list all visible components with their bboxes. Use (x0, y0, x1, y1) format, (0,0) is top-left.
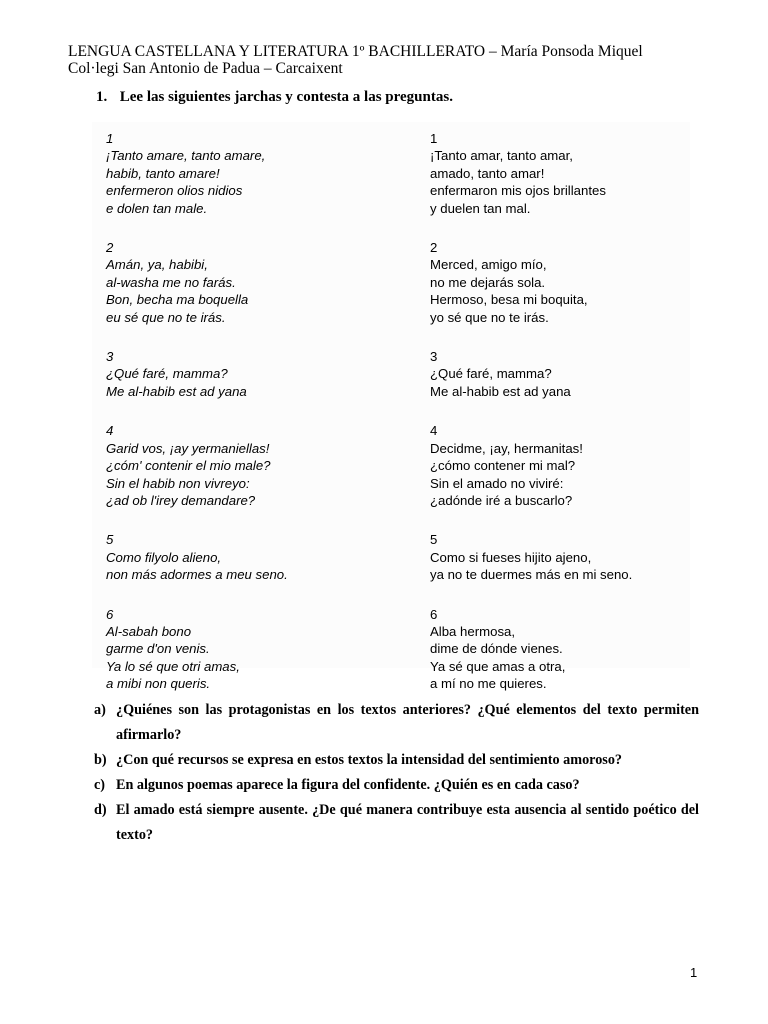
poem-number: 3 (430, 349, 438, 365)
poem-line: a mí no me quieres. (430, 676, 547, 692)
translation-poem-6 (430, 606, 720, 693)
translation-poem-1 (430, 130, 720, 217)
subquestion-label: b) (94, 752, 107, 768)
original-poem-4 (106, 422, 396, 509)
poem-line: e dolen tan male. (106, 200, 208, 216)
poem-line: ¿adónde iré a buscarlo? (430, 492, 573, 508)
poem-number: 3 (106, 349, 114, 365)
poem-line: habib, tanto amare! (106, 165, 220, 181)
subquestion-a (94, 698, 699, 748)
poem-line: ¿ad ob l'irey demandare? (106, 492, 256, 508)
poem-line: a mibi non queris. (106, 676, 211, 692)
poem-line: Sin el amado no viviré: (430, 475, 564, 491)
original-poem-2 (106, 239, 396, 326)
poem-number: 6 (106, 606, 114, 622)
translation-poem-3 (430, 348, 720, 400)
poem-number: 4 (106, 423, 114, 439)
poem-line: Alba hermosa, (430, 623, 516, 639)
poem-line: enfermaron mis ojos brillantes (430, 183, 606, 199)
question-title: Lee las siguientes jarchas y contesta a las preguntas. (119, 89, 453, 105)
translation-poem-4 (430, 422, 720, 509)
poem-line: Garid vos, ¡ay yermaniellas! (106, 440, 270, 456)
poem-number: 2 (106, 240, 114, 256)
subquestions-list (94, 698, 699, 848)
subquestion-label: d) (94, 802, 107, 818)
poem-line: Sin el habib non vivreyo: (106, 475, 250, 491)
subquestion-text: ¿Quiénes son las protagonistas en los textos anteriores? ¿Qué elementos del texto permiten afirmarlo? (116, 702, 699, 743)
poem-line: ya no te duermes más en mi seno. (430, 567, 633, 583)
original-poem-5 (106, 531, 396, 583)
original-poem-1 (106, 130, 396, 217)
subquestion-b (94, 748, 699, 773)
translated-jarchas-column (430, 130, 720, 693)
poem-line: Bon, becha ma boquella (106, 292, 249, 308)
subquestion-text: En algunos poemas aparece la figura del confidente. ¿Quién es en cada caso? (116, 777, 580, 793)
poem-line: Al-sabah bono (106, 623, 192, 639)
subquestion-d (94, 798, 699, 848)
question-heading (96, 89, 453, 106)
poem-number: 1 (106, 131, 114, 146)
page-number: 1 (690, 965, 698, 980)
original-poem-3 (106, 348, 396, 400)
poem-line: yo sé que no te irás. (430, 309, 549, 325)
translation-poem-2 (430, 239, 720, 326)
poem-line: ¡Tanto amare, tanto amare, (106, 148, 266, 164)
poem-number: 1 (430, 131, 438, 146)
poem-line: ¡Tanto amar, tanto amar, (430, 148, 573, 164)
document-header (68, 43, 643, 77)
poem-line: ¿Qué faré, mamma? (430, 366, 552, 382)
subquestion-label: a) (94, 702, 106, 718)
header-course-line: LENGUA CASTELLANA Y LITERATURA 1º BACHILLERATO – María Ponsoda Miquel (68, 43, 643, 60)
poem-line: Merced, amigo mío, (430, 257, 547, 273)
poem-line: eu sé que no te irás. (106, 309, 226, 325)
poem-line: Ya sé que amas a otra, (430, 658, 566, 674)
poem-line: garme d'on venis. (106, 641, 210, 657)
poem-line: Ya lo sé que otri amas, (106, 658, 240, 674)
poem-number: 5 (430, 532, 438, 548)
poem-line: no me dejarás sola. (430, 274, 546, 290)
poem-line: Me al-habib est ad yana (106, 383, 247, 399)
question-number: 1. (96, 89, 108, 105)
subquestion-c (94, 773, 699, 798)
translation-poem-5 (430, 531, 720, 583)
poem-line: Decidme, ¡ay, hermanitas! (430, 440, 583, 456)
poem-line: al-washa me no farás. (106, 274, 236, 290)
poem-number: 4 (430, 423, 438, 439)
poem-number: 6 (430, 606, 438, 622)
poem-line: Amán, ya, habibi, (106, 257, 208, 273)
subquestion-text: El amado está siempre ausente. ¿De qué manera contribuye esta ausencia al sentido poético del texto? (116, 802, 699, 843)
poem-line: Me al-habib est ad yana (430, 383, 571, 399)
poem-line: amado, tanto amar! (430, 165, 545, 181)
poem-line: Como si fueses hijito ajeno, (430, 549, 592, 565)
poem-number: 5 (106, 532, 114, 548)
poem-line: y duelen tan mal. (430, 200, 531, 216)
poem-line: ¿cóm' contenir el mio male? (106, 458, 271, 474)
subquestion-text: ¿Con qué recursos se expresa en estos textos la intensidad del sentimiento amoroso? (116, 752, 623, 768)
poem-line: non más adormes a meu seno. (106, 567, 288, 583)
poem-line: Como filyolo alieno, (106, 549, 222, 565)
subquestion-label: c) (94, 777, 106, 793)
poem-number: 2 (430, 240, 438, 256)
jarchas-panel (92, 122, 690, 692)
poem-line: enfermeron olios nidios (106, 183, 243, 199)
poem-line: ¿cómo contener mi mal? (430, 458, 576, 474)
original-jarchas-column (106, 130, 396, 693)
poem-line: Hermoso, besa mi boquita, (430, 292, 588, 308)
poem-line: dime de dónde vienes. (430, 641, 563, 657)
original-poem-6 (106, 606, 396, 693)
header-school-line: Col·legi San Antonio de Padua – Carcaixent (68, 60, 343, 77)
poem-line: ¿Qué faré, mamma? (106, 366, 228, 382)
